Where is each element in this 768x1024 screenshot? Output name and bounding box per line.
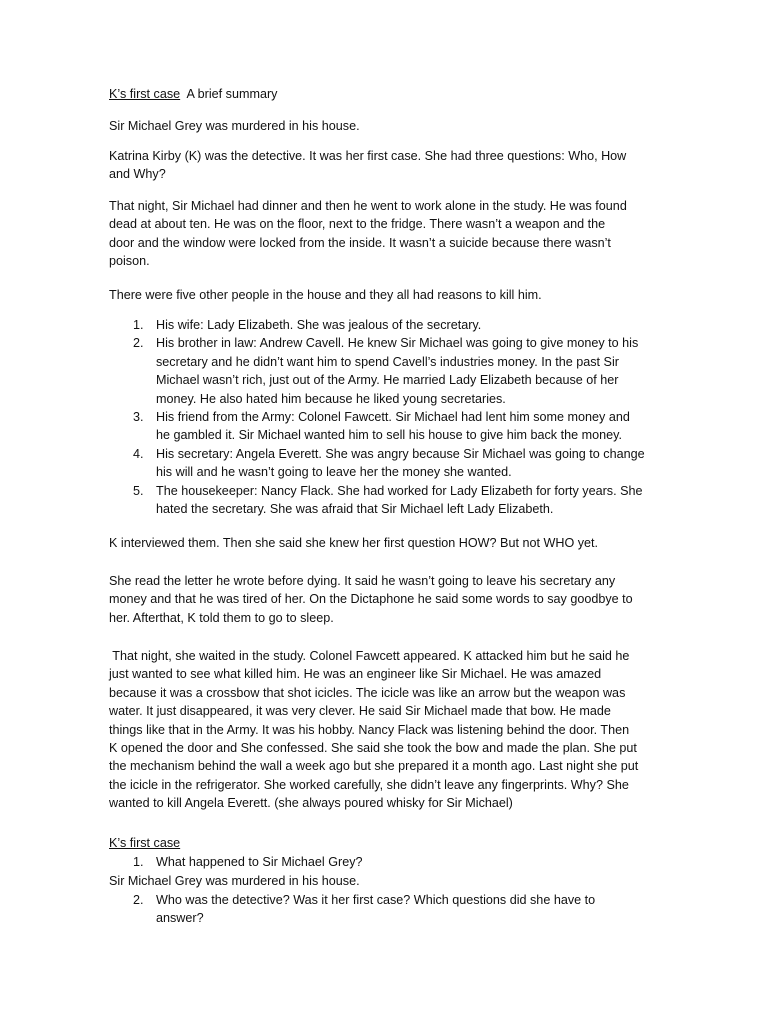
text-line: things like that in the Army. It was his hobby. Nancy Flack was listening behind the door. Then (109, 722, 630, 737)
list-item (109, 316, 669, 334)
section-title (109, 834, 669, 852)
title-subtitle: A brief summary (180, 87, 278, 101)
answer-text: Sir Michael Grey was murdered in his house. (109, 874, 360, 888)
text-line: hated the secretary. She was afraid that Sir Michael left Lady Elizabeth. (156, 502, 554, 517)
text-line: His brother in law: Andrew Cavell. He knew Sir Michael was going to give money to his (156, 336, 639, 351)
question-number: 2. (133, 893, 144, 907)
document-title (109, 85, 669, 103)
text-line: The housekeeper: Nancy Flack. She had worked for Lady Elizabeth for forty years. She (156, 483, 643, 498)
text-line: door and the window were locked from the inside. It wasn’t a suicide because there wasn’t (109, 235, 611, 250)
question-text: What happened to Sir Michael Grey? (156, 855, 363, 869)
question-list-1 (109, 853, 669, 871)
text-line: Michael wasn’t rich, just out of the Army. He married Lady Elizabeth because of her (156, 373, 619, 388)
list-item (109, 408, 669, 445)
text-line: Katrina Kirby (K) was the detective. It was her first case. She had three questions: Who, How (109, 149, 627, 163)
text-line: water. It just disappeared, it was very clever. He said Sir Michael made that bow. He made (109, 704, 611, 719)
text-line: That night, she waited in the study. Colonel Fawcett appeared. K attacked him but he said he (109, 649, 630, 663)
text-line: and Why? (109, 167, 166, 182)
paragraph-detective (109, 147, 669, 184)
section-heading: K’s first case (109, 836, 181, 850)
text-line: he gambled it. Sir Michael wanted him to sell his house to give him back the money. (156, 428, 622, 443)
suspect-list (109, 316, 669, 518)
paragraph-murder (109, 117, 669, 135)
question-item (109, 891, 669, 928)
text-line: K interviewed them. Then she said she knew her first question HOW? But not WHO yet. (109, 536, 599, 550)
text-line: His wife: Lady Elizabeth. She was jealous of the secretary. (156, 318, 482, 332)
paragraph-letter (109, 572, 669, 627)
question-list-2 (109, 891, 669, 928)
list-number: 1. (133, 318, 144, 332)
answer-1 (109, 872, 669, 890)
list-item (109, 334, 669, 408)
text-line: because it was a crossbow that shot icicles. The icicle was like an arrow but the weapon was (109, 685, 626, 700)
text-line: Sir Michael Grey was murdered in his house. (109, 119, 360, 133)
text-line: just wanted to see what killed him. He was an engineer like Sir Michael. He was amazed (109, 667, 602, 682)
paragraph-interviewed (109, 534, 669, 552)
list-number: 3. (133, 410, 144, 425)
text-line: K opened the door and She confessed. She said she took the bow and made the plan. She put (109, 741, 637, 756)
text-line: the mechanism behind the wall a week ago but she prepared it a month ago. Last night she put (109, 759, 639, 774)
text-line: money. He also hated him because he liked young secretaries. (156, 391, 506, 406)
list-number: 2. (133, 336, 144, 351)
text-line: His friend from the Army: Colonel Fawcett. Sir Michael had lent him some money and (156, 410, 630, 425)
text-line: She read the letter he wrote before dying. It said he wasn’t going to leave his secretary any (109, 574, 616, 588)
text-line: the icicle in the refrigerator. She worked carefully, she didn’t leave any fingerprints. Why? She (109, 777, 629, 792)
text-line: His secretary: Angela Everett. She was angry because Sir Michael was going to change (156, 446, 645, 461)
question-text: Who was the detective? Was it her first case? Which questions did she have to (156, 893, 596, 907)
list-number: 4. (133, 446, 144, 461)
text-line: dead at about ten. He was on the floor, next to the fridge. There wasn’t a weapon and the (109, 217, 606, 232)
list-item (109, 445, 669, 482)
list-number: 5. (133, 483, 144, 498)
text-line: his will and he wasn’t going to leave her the money she wanted. (156, 465, 512, 480)
question-text: answer? (156, 911, 204, 926)
paragraph-confession (109, 647, 669, 813)
text-line: secretary and he didn’t want him to spend Cavell’s industries money. In the past Sir (156, 354, 619, 369)
title-underlined: K’s first case (109, 87, 181, 101)
text-line: her. Afterthat, K told them to go to sleep. (109, 610, 334, 625)
paragraph-that-night (109, 197, 669, 271)
text-line: There were five other people in the house and they all had reasons to kill him. (109, 288, 542, 302)
list-item (109, 482, 669, 519)
question-item (109, 853, 669, 871)
question-number: 1. (133, 855, 144, 869)
text-line: wanted to kill Angela Everett. (she always poured whisky for Sir Michael) (109, 796, 513, 811)
text-line: That night, Sir Michael had dinner and then he went to work alone in the study. He was found (109, 199, 627, 213)
text-line: poison. (109, 254, 150, 269)
paragraph-five-people (109, 286, 669, 304)
text-line: money and that he was tired of her. On the Dictaphone he said some words to say goodbye to (109, 592, 633, 607)
